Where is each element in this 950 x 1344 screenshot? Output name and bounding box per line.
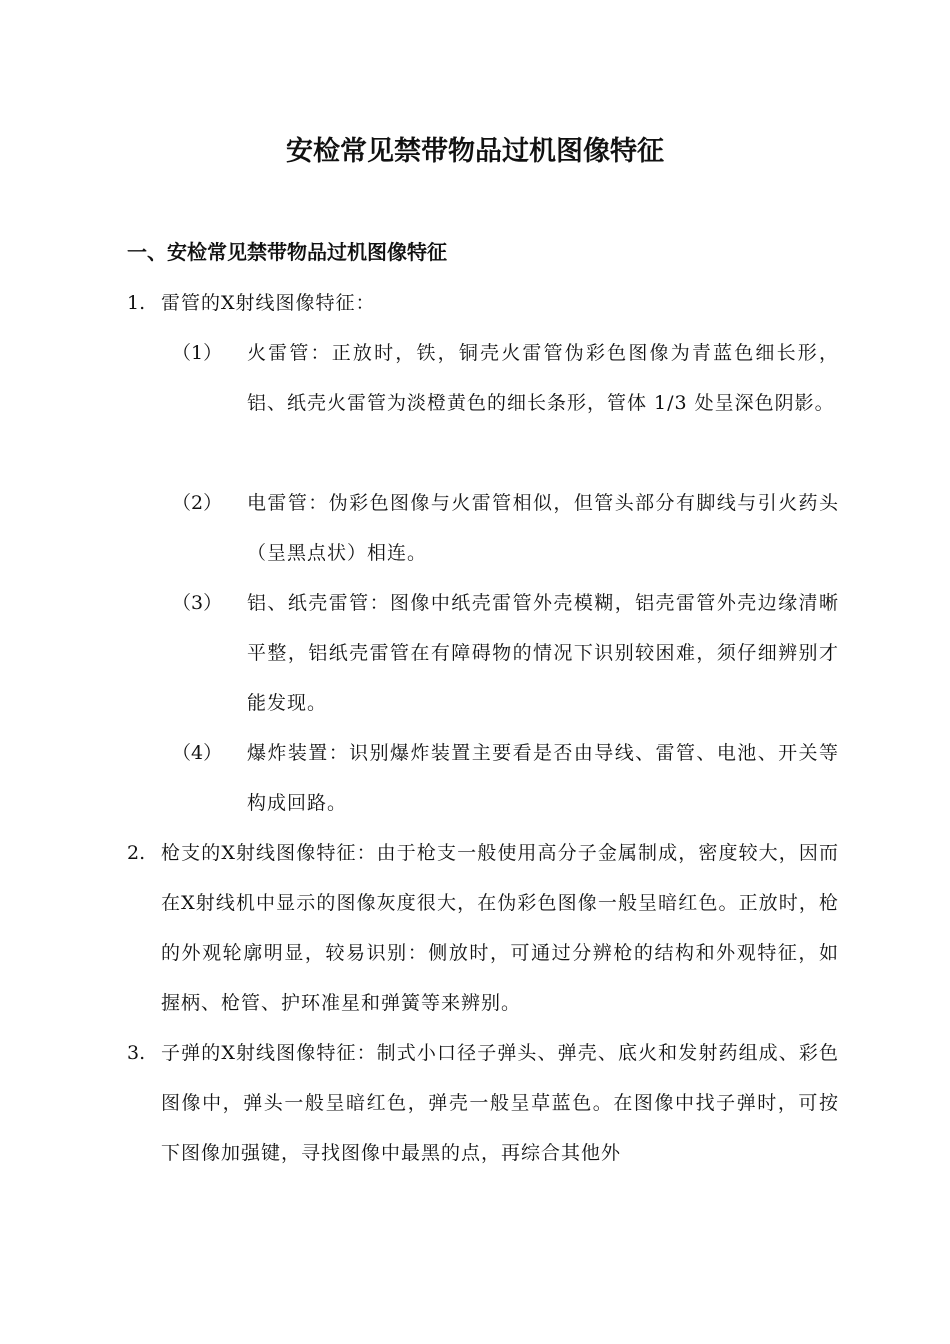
- section-heading: 一、安检常见禁带物品过机图像特征: [127, 240, 447, 264]
- item-text: 子弹的X射线图像特征：制式小口径子弹头、弹壳、底火和发射药组成、彩色图像中，弹头一般呈暗红色，弹壳一般呈草蓝色。在图像中找子弹时，可按下图像加强键，寻找图像中最黑的点，再综合其他外: [161, 1042, 839, 1164]
- item-text: 枪支的X射线图像特征：由于枪支一般使用高分子金属制成，密度较大，因而在X射线机中显示的图像灰度很大，在伪彩色图像一般呈暗红色。正放时，枪的外观轮廓明显，较易识别：侧放时，可通过分辨枪的结构和外观特征，如握柄、枪管、护环准星和弹簧等来辨别。: [161, 842, 839, 1014]
- subitem-text: 爆炸装置：识别爆炸装置主要看是否由导线、雷管、电池、开关等构成回路。: [247, 742, 839, 814]
- subitem-text: 铝、纸壳雷管：图像中纸壳雷管外壳模糊，铝壳雷管外壳边缘清晰平整，铝纸壳雷管在有障碍物的情况下识别较困难，须仔细辨别才能发现。: [247, 592, 839, 714]
- subitem-number: （3）: [172, 592, 223, 614]
- item-number: 2.: [127, 842, 146, 864]
- subitem-text: 火雷管：正放时，铁，铜壳火雷管伪彩色图像为青蓝色细长形，铝、纸壳火雷管为淡橙黄色的细长条形，管体 1/3 处呈深色阴影。: [247, 342, 839, 414]
- subitem-text: 电雷管：伪彩色图像与火雷管相似，但管头部分有脚线与引火药头（呈黑点状）相连。: [247, 492, 839, 564]
- document-title: 安检常见禁带物品过机图像特征: [286, 136, 664, 167]
- item-text: 雷管的X射线图像特征：: [161, 292, 376, 314]
- subitem-number: （4）: [172, 742, 223, 764]
- subitem-number: （2）: [172, 492, 223, 514]
- subitem-number: （1）: [172, 342, 223, 364]
- item-number: 3.: [127, 1042, 146, 1064]
- item-number: 1.: [127, 292, 146, 314]
